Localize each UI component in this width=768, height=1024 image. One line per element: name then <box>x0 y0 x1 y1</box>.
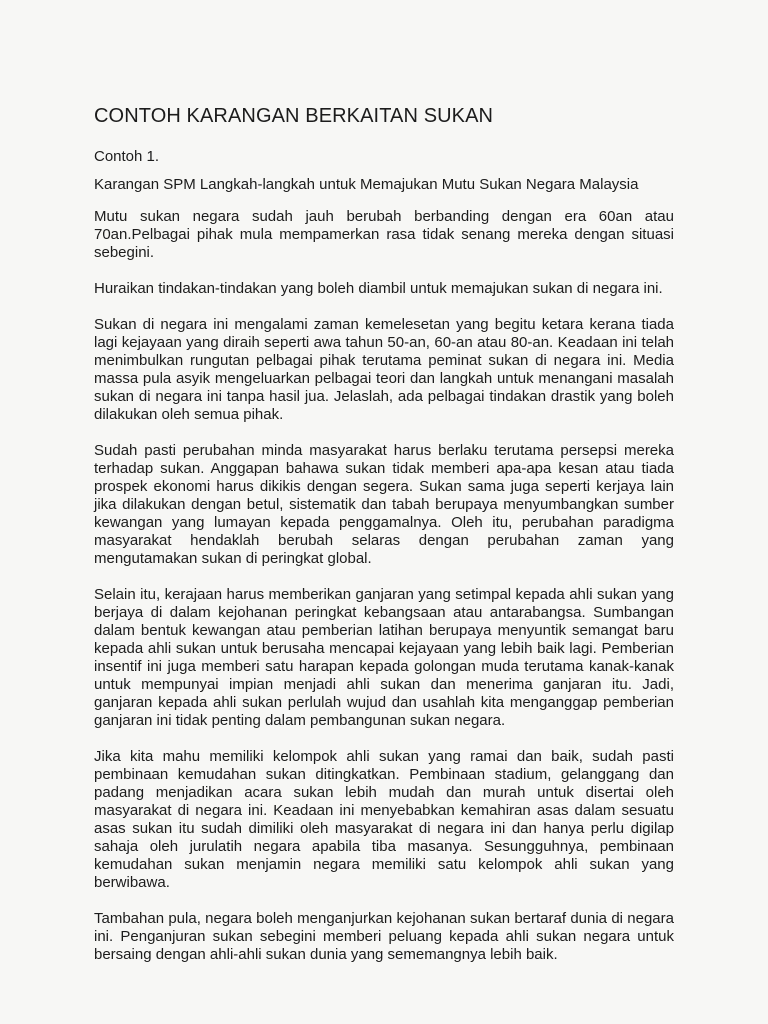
paragraph-intro: Mutu sukan negara sudah jauh berubah berbanding dengan era 60an atau 70an.Pelbagai pihak mula mempamerkan rasa tidak senang mereka dengan situasi sebegini. <box>94 208 674 261</box>
paragraph-point-facilities: Jika kita mahu memiliki kelompok ahli sukan yang ramai dan baik, sudah pasti pembinaan kemudahan sukan ditingkatkan. Pembinaan stadium, gelanggang dan padang menjadikan acara sukan lebih mudah dan murah untuk disertai oleh masyarakat di negara ini. Keadaan ini menyebabkan kemahiran asas dalam sesuatu asas sukan itu sudah dimiliki oleh masyarakat di negara ini dan hanya perlu digilap sahaja oleh jurulatih negara apabila tiba masanya. Sesungguhnya, pembinaan kemudahan sukan menjamin negara memiliki satu kelompok ahli sukan yang berwibawa. <box>94 748 674 891</box>
paragraph-point-hosting: Tambahan pula, negara boleh menganjurkan kejohanan sukan bertaraf dunia di negara ini. Penganjuran sukan sebegini memberi peluang kepada ahli sukan negara untuk bersaing dengan ahli-ahli sukan dunia yang sememangnya lebih baik. <box>94 910 674 963</box>
paragraph-point-mindset: Sudah pasti perubahan minda masyarakat harus berlaku terutama persepsi mereka terhadap sukan. Anggapan bahawa sukan tidak memberi apa-apa kesan atau tiada prospek ekonomi harus dikikis dengan segera. Sukan sama juga seperti kerjaya lain jika dilakukan dengan betul, sistematik dan tabah berupaya menyumbangkan sumber kewangan yang lumayan kepada penggamalnya. Oleh itu, perubahan paradigma masyarakat hendaklah berubah selaras dengan perubahan zaman yang mengutamakan sukan di peringkat global. <box>94 442 674 567</box>
essay-subtitle: Karangan SPM Langkah-langkah untuk Memajukan Mutu Sukan Negara Malaysia <box>94 176 639 193</box>
paragraph-point-rewards: Selain itu, kerajaan harus memberikan ganjaran yang setimpal kepada ahli sukan yang berjaya di dalam kejohanan peringkat kebangsaan atau antarabangsa. Sumbangan dalam bentuk kewangan atau pemberian latihan berupaya menyuntik semangat baru kepada ahli sukan untuk berusaha mencapai kejayaan yang lebih baik lagi. Pemberian insentif ini juga memberi satu harapan kepada golongan muda terutama kanak-kanak untuk mempunyai impian menjadi ahli sukan dan menerima ganjaran itu. Jadi, ganjaran kepada ahli sukan perlulah wujud dan usahlah kita menganggap pemberian ganjaran ini tidak penting dalam pembangunan sukan negara. <box>94 586 674 729</box>
paragraph-question: Huraikan tindakan-tindakan yang boleh diambil untuk memajukan sukan di negara ini. <box>94 280 663 297</box>
paragraph-introduction: Sukan di negara ini mengalami zaman kemelesetan yang begitu ketara kerana tiada lagi kejayaan yang diraih seperti awa tahun 50-an, 60-an atau 80-an. Keadaan ini telah menimbulkan rungutan pelbagai pihak terutama peminat sukan di negara ini. Media massa pula asyik mengeluarkan pelbagai teori dan langkah untuk menangani masalah sukan di negara ini tanpa hasil jua. Jelaslah, ada pelbagai tindakan drastik yang boleh dilakukan oleh semua pihak. <box>94 316 674 423</box>
document-title: CONTOH KARANGAN BERKAITAN SUKAN <box>94 105 494 127</box>
document-body <box>94 104 674 982</box>
example-label: Contoh 1. <box>94 148 160 165</box>
